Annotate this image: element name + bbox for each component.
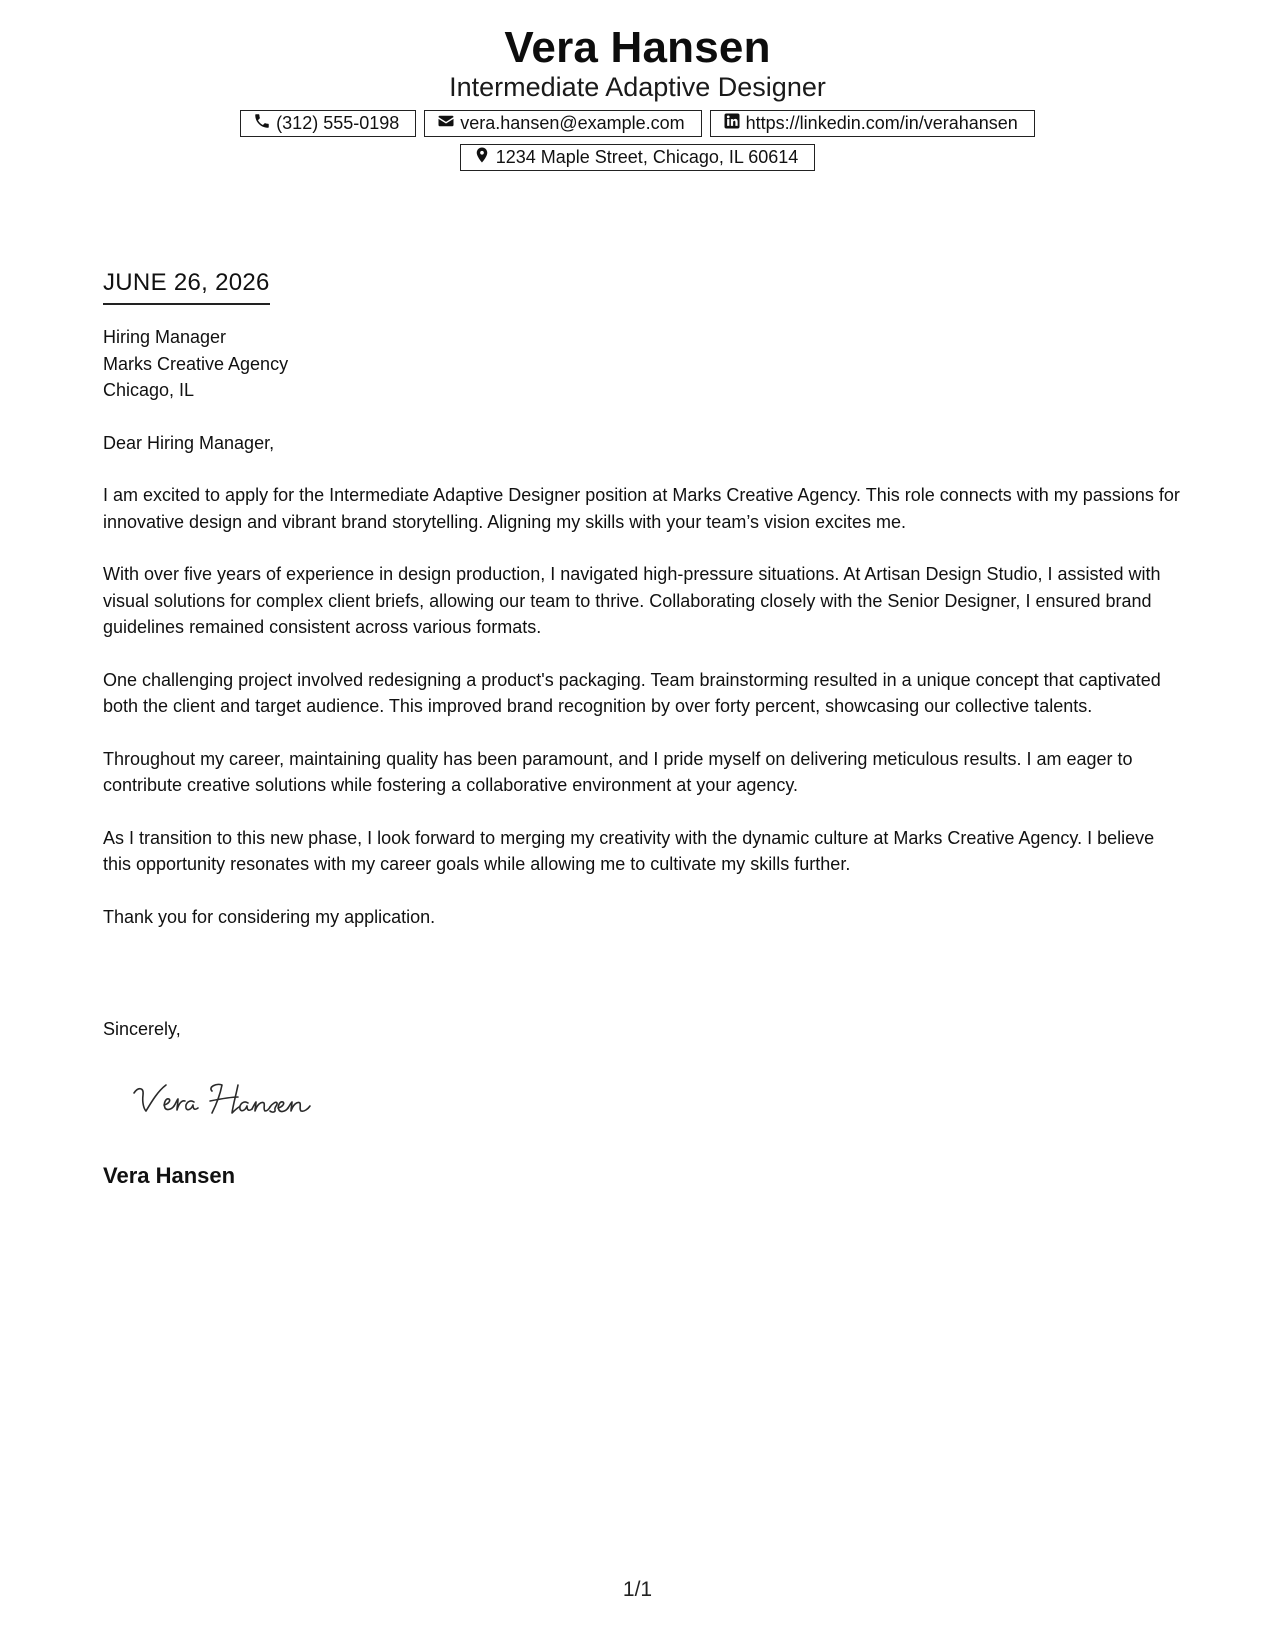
contact-phone[interactable]	[240, 110, 416, 137]
contact-linkedin[interactable]	[710, 110, 1035, 137]
letter-date: JUNE 26, 2026	[103, 268, 270, 305]
contact-row-2	[0, 144, 1275, 171]
closing: Sincerely,	[103, 1019, 181, 1039]
contact-email-text: vera.hansen@example.com	[460, 113, 685, 133]
contact-phone-text: (312) 555-0198	[276, 113, 400, 133]
recipient-line: Chicago, IL	[103, 380, 195, 400]
letter-paragraph: I am excited to apply for the Intermediate Adaptive Designer position at Marks Creative Agency. This role connects with my passions for innovative design and vibrant brand storytelling. Aligning my skills with your team’s vision excites me.	[103, 485, 1180, 532]
contact-email[interactable]	[424, 110, 701, 137]
map-marker-icon	[473, 146, 491, 169]
handwritten-signature	[128, 1075, 338, 1125]
letter-paragraph: With over five years of experience in design production, I navigated high-pressure situations. At Artisan Design Studio, I assisted with visual solutions for complex client briefs, allowing our team to thrive. Collaborating closely with the Senior Designer, I ensured brand guidelines remained consistent across various formats.	[103, 564, 1161, 637]
contact-row-1	[0, 110, 1275, 137]
applicant-title: Intermediate Adaptive Designer	[449, 72, 826, 102]
contact-address[interactable]	[460, 144, 816, 171]
salutation: Dear Hiring Manager,	[103, 432, 275, 453]
recipient-line: Hiring Manager	[103, 327, 227, 347]
recipient-block	[103, 324, 1183, 404]
letter-paragraph: One challenging project involved redesigning a product's packaging. Team brainstorming resulted in a unique concept that captivated both the client and target audience. This improved brand recognition by over forty percent, showcasing our collective talents.	[103, 669, 1161, 716]
contact-address-text: 1234 Maple Street, Chicago, IL 60614	[495, 147, 799, 167]
page-indicator: 1/1	[622, 1578, 653, 1601]
contact-linkedin-text: https://linkedin.com/in/verahansen	[745, 113, 1018, 133]
applicant-name: Vera Hansen	[504, 23, 771, 72]
linkedin-icon	[723, 112, 741, 135]
letter-paragraph: As I transition to this new phase, I look forward to merging my creativity with the dynamic culture at Marks Creative Agency. I believe this opportunity resonates with my career goals while allowing me to cultivate my skills further.	[103, 827, 1155, 874]
letter-paragraph: Throughout my career, maintaining quality has been paramount, and I pride myself on delivering meticulous results. I am eager to contribute creative solutions while fostering a collaborative environment at your agency.	[103, 748, 1133, 795]
recipient-line: Marks Creative Agency	[103, 353, 289, 374]
letter-body	[103, 324, 1183, 930]
letter-paragraph: Thank you for considering my application.	[103, 906, 436, 927]
phone-icon	[253, 112, 271, 135]
signer-name: Vera Hansen	[103, 1163, 236, 1188]
letter-header	[0, 22, 1275, 171]
envelope-icon	[437, 112, 455, 135]
